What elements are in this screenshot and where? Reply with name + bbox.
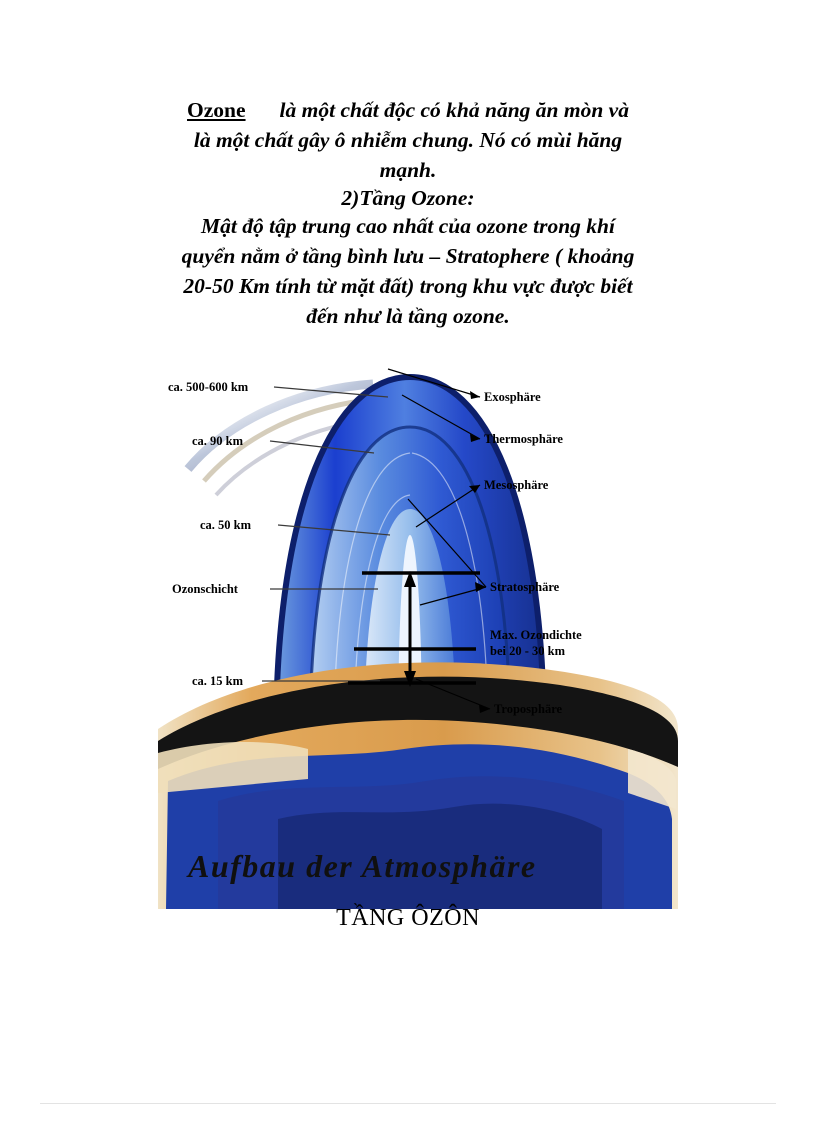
footer-divider (40, 1103, 776, 1104)
left-label-1: ca. 90 km (192, 434, 244, 449)
atmosphere-figure-wrapper (108, 349, 708, 949)
right-label-exosphere: Exosphäre (484, 390, 541, 405)
left-label-4: ca. 15 km (192, 674, 244, 689)
paragraph-2-line-3: 20-50 Km tính từ mặt đất) trong khu vực được biết (183, 274, 633, 299)
paragraph-1 (108, 96, 708, 125)
figure-title: Aufbau der Atmosphäre (188, 848, 537, 885)
right-label-thermosphere: Thermosphäre (484, 432, 563, 447)
right-label-stratosphere: Stratosphäre (490, 580, 560, 595)
paragraph-1-line-3: mạnh. (379, 158, 437, 183)
document-content (108, 96, 708, 949)
atmosphere-diagram (158, 349, 678, 909)
right-label-mesosphere: Mesosphäre (484, 478, 549, 493)
paragraph-1-line-2: là một chất gây ô nhiễm chung. Nó có mùi hăng (193, 128, 623, 153)
left-label-2: ca. 50 km (200, 518, 252, 533)
figure-caption: TẦNG ÔZÔN (336, 905, 480, 932)
paragraph-2-line-2: quyển nằm ở tầng bình lưu – Stratophere ( khoảng (181, 244, 635, 269)
left-label-0: ca. 500-600 km (168, 380, 249, 395)
paragraph-2-line-4: đến như là tầng ozone. (306, 304, 510, 329)
ozone-term: Ozone (187, 98, 246, 122)
section-heading: 2)Tầng Ozone: (341, 186, 475, 211)
right-label-troposphere: Troposphäre (494, 702, 563, 717)
right-label-max-ozone-2: bei 20 - 30 km (490, 644, 565, 659)
left-label-3: Ozonschicht (172, 582, 238, 597)
paragraph-1-line-1: là một chất độc có khả năng ăn mòn và (279, 98, 629, 122)
paragraph-2-line-1: Mật độ tập trung cao nhất của ozone trong khí (201, 214, 615, 239)
right-label-max-ozone-1: Max. Ozondichte (490, 628, 582, 643)
